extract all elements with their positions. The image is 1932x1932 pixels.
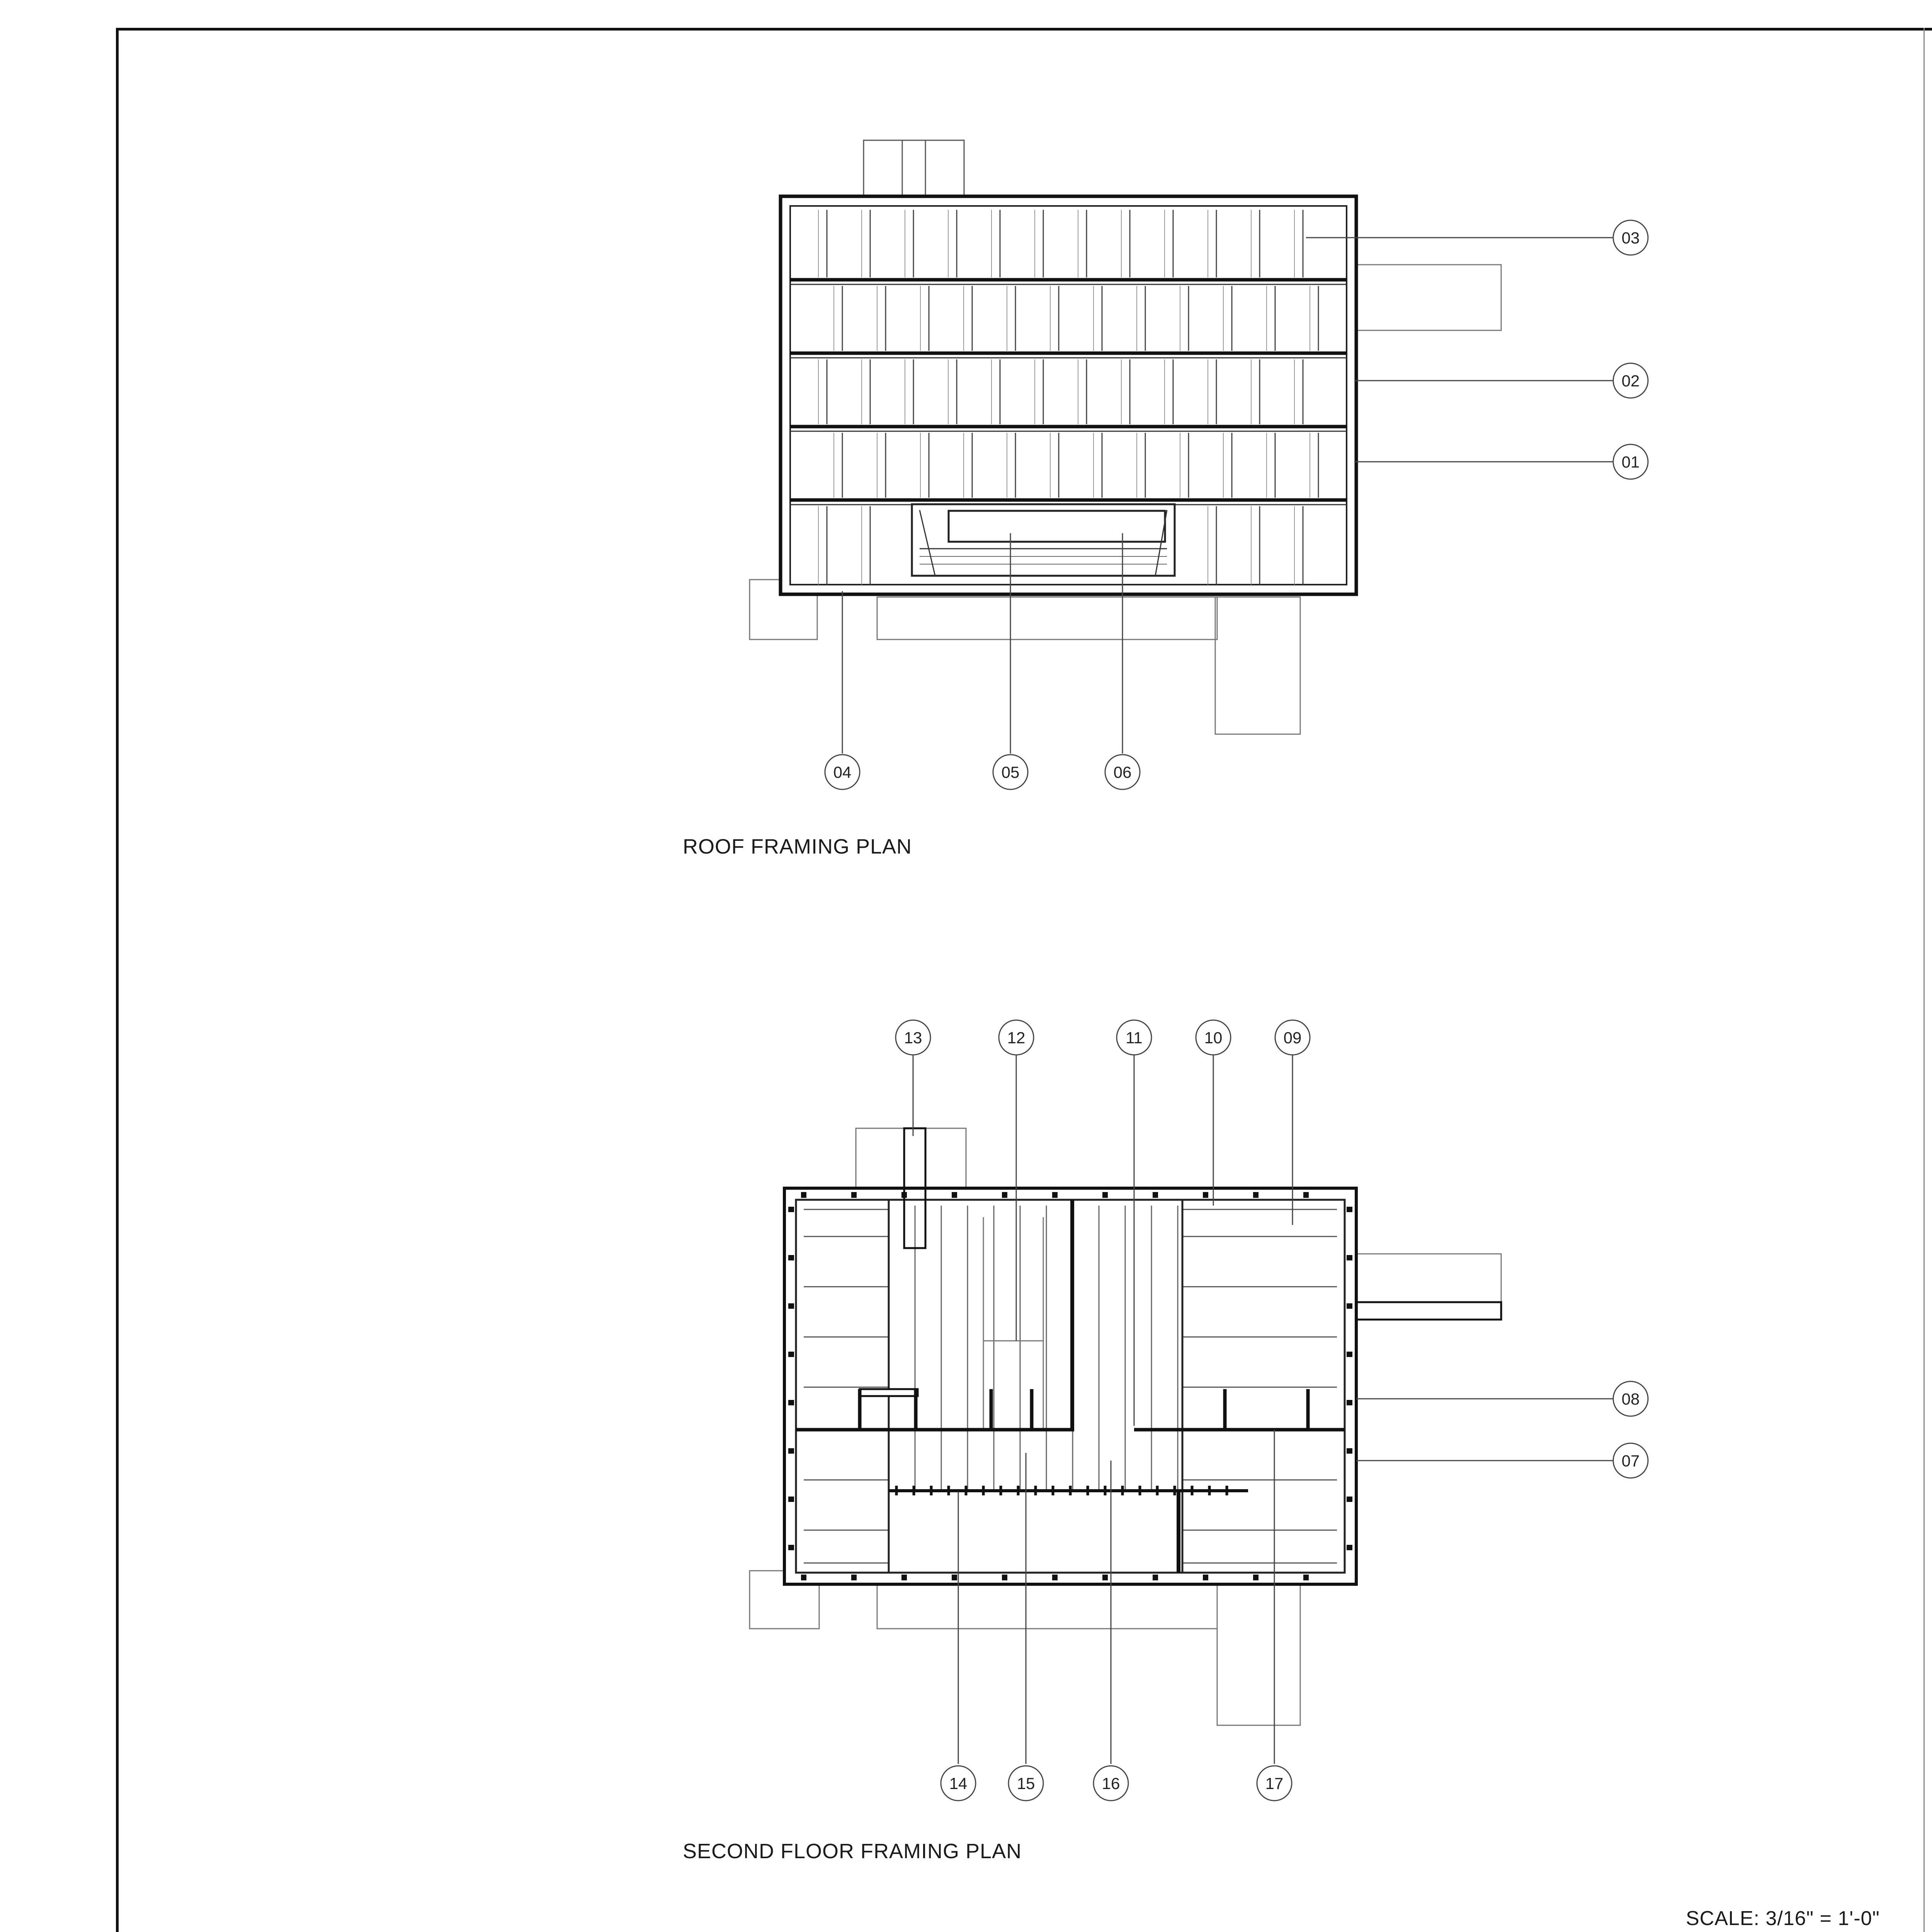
- svg-text:11: 11: [1126, 1029, 1143, 1047]
- svg-text:13: 13: [904, 1029, 922, 1047]
- callout-01: [1613, 444, 1648, 479]
- callout-16: [1094, 1766, 1128, 1801]
- svg-text:05: 05: [1001, 763, 1020, 781]
- callout-15: [1009, 1766, 1043, 1801]
- callout-02: [1613, 363, 1648, 398]
- callout-14: [941, 1766, 976, 1801]
- callout-10: [1196, 1020, 1231, 1055]
- callout-06: [1105, 755, 1140, 789]
- svg-text:16: 16: [1102, 1774, 1120, 1793]
- roof-bottom-projection: [877, 597, 1217, 639]
- svg-text:14: 14: [949, 1774, 968, 1793]
- callout-03: [1613, 220, 1648, 255]
- floor-bottom-projection: [877, 1584, 1217, 1629]
- callout-09: [1275, 1020, 1310, 1055]
- callout-08: [1613, 1381, 1648, 1416]
- callout-11: [1117, 1020, 1151, 1055]
- second-floor-framing-plan: [750, 1128, 1501, 1725]
- callout-12: [999, 1020, 1034, 1055]
- scale-note: SCALE: 3/16" = 1'-0": [1686, 1907, 1880, 1930]
- svg-text:02: 02: [1621, 372, 1640, 390]
- svg-text:08: 08: [1621, 1390, 1640, 1408]
- floor-bottom-right-projection: [1217, 1584, 1300, 1725]
- svg-text:17: 17: [1265, 1774, 1284, 1793]
- roof-top-projection: [864, 140, 964, 196]
- svg-text:04: 04: [833, 763, 852, 781]
- callout-05: [993, 755, 1028, 789]
- skylight-framing: [912, 504, 1175, 576]
- roof-plan-label: ROOF FRAMING PLAN: [683, 835, 912, 858]
- svg-text:12: 12: [1007, 1029, 1026, 1047]
- callout-07: [1613, 1443, 1648, 1478]
- svg-text:07: 07: [1621, 1452, 1640, 1470]
- callout-13: [896, 1020, 930, 1055]
- svg-text:06: 06: [1113, 763, 1132, 781]
- svg-text:03: 03: [1621, 229, 1640, 247]
- callout-17: [1257, 1766, 1292, 1801]
- roof-bottom-right-projection: [1215, 597, 1300, 734]
- roof-right-projection: [1354, 265, 1501, 330]
- svg-text:15: 15: [1017, 1774, 1035, 1793]
- svg-text:10: 10: [1204, 1029, 1223, 1047]
- callout-04: [825, 755, 860, 789]
- svg-text:01: 01: [1621, 453, 1640, 471]
- second-floor-plan-label: SECOND FLOOR FRAMING PLAN: [683, 1840, 1022, 1863]
- roof-framing-plan: [750, 140, 1501, 734]
- svg-text:09: 09: [1283, 1029, 1302, 1047]
